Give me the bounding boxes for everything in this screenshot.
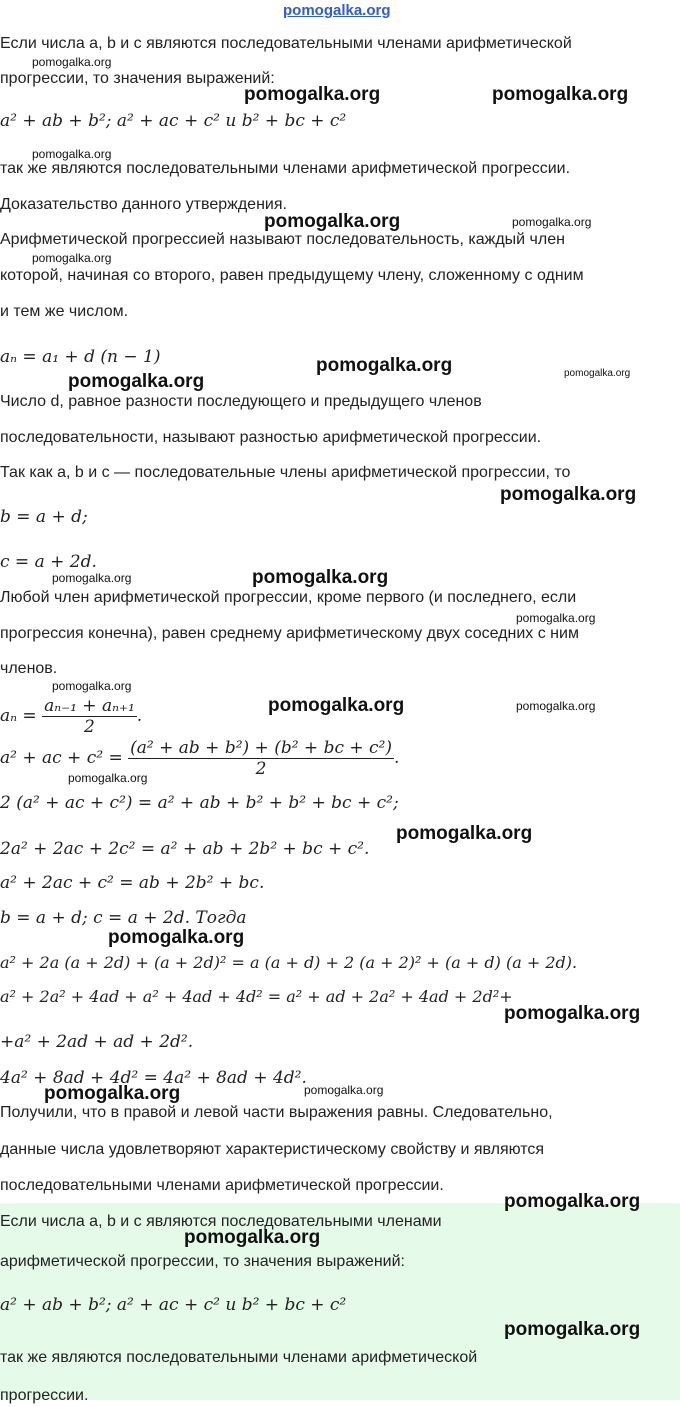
watermark: pomogalka.org [68,371,205,392]
fraction-denominator: 2 [255,759,267,779]
fraction-numerator: (a² + ab + b²) + (b² + bc + c²) [130,738,392,758]
watermark: pomogalka.org [516,699,596,713]
text-line: последовательности, называют разностью арифметической прогрессии. [0,429,542,446]
answer-line: так же являются последовательными членами арифметической [0,1349,478,1366]
fraction [128,738,394,779]
math-line: aₙ = a₁ + d (n − 1) [0,347,161,367]
watermark: pomogalka.org [500,484,637,505]
watermark: pomogalka.org [244,84,381,105]
watermark: pomogalka.org [512,215,592,229]
fraction-denominator: 2 [84,717,95,737]
answer-math-line: a² + ab + b²; a² + ac + c² и b² + bc + c² [0,1295,347,1315]
watermark: pomogalka.org [396,823,533,844]
math-line: b = a + d; c = a + 2d. Тогда [0,908,247,928]
text-line: Число d, равное разности последующего и предыдущего членов [0,393,482,410]
text-line: и тем же числом. [0,303,129,320]
text-line: Любой член арифметической прогрессии, кроме первого (и последнего, если [0,589,577,606]
math-line: a² + 2a² + 4ad + a² + 4ad + 4d² = a² + ad + 2a² + 4ad + 2d²+ [0,987,513,1006]
text-line: Получили, что в правой и левой части выражения равны. Следовательно, [0,1104,553,1121]
text-line: последовательными членами арифметической прогрессии. [0,1177,444,1194]
watermark: pomogalka.org [316,355,453,376]
text-line: прогрессия конечна), равен среднему арифметическому двух соседних с ним [0,625,579,642]
formula-sum: a² + ac + c² = $\frac{\text{(a² + ab + b²) + (b² + bc + c²)}}{2}$ . [0,738,400,779]
watermark: pomogalka.org [108,927,245,948]
watermark: pomogalka.org [504,1191,641,1212]
math-line: b = a + d; [0,507,88,527]
math-line: a² + 2a (a + 2d) + (a + 2d)² = a (a + d) + 2 (a + 2)² + (a + d) (a + 2d). [0,953,578,972]
text-line: членов. [0,660,58,677]
site-link[interactable]: pomogalka.org [283,2,391,19]
text-line: Арифметической прогрессией называют последовательность, каждый член [0,231,565,248]
watermark: pomogalka.org [268,695,405,716]
text-line: которой, начиная со второго, равен предыдущему члену, сложенному с одним [0,267,584,284]
math-line: a² + ab + b²; a² + ac + c² и b² + bc + c² [0,111,347,131]
math-line: c = a + 2d. [0,552,97,572]
watermark: pomogalka.org [516,611,596,625]
text-line: Так как a, b и c — последовательные члены арифметической прогрессии, то [0,464,571,481]
text-line: так же являются последовательными членами арифметической прогрессии. [0,160,571,177]
watermark: pomogalka.org [252,567,389,588]
math-line: +a² + 2ad + ad + 2d². [0,1032,194,1052]
watermark: pomogalka.org [492,84,629,105]
watermark: pomogalka.org [44,1083,181,1104]
watermark: pomogalka.org [32,55,112,69]
text-line: прогрессии, то значения выражений: [0,70,275,87]
watermark: pomogalka.org [264,211,401,232]
formula-left: aₙ = [0,706,37,726]
watermark: pomogalka.org [504,1319,641,1340]
watermark: pomogalka.org [52,679,132,693]
answer-line: прогрессии. [0,1387,89,1404]
fraction [42,696,137,737]
watermark: pomogalka.org [504,1003,641,1024]
math-line: 4a² + 8ad + 4d² = 4a² + 8ad + 4d². [0,1068,307,1088]
math-line: 2 (a² + ac + c²) = a² + ab + b² + b² + bc + c²; [0,793,399,813]
formula-left: a² + ac + c² = [0,748,123,768]
fraction-numerator: aₙ₋₁ + aₙ₊₁ [44,696,135,716]
text-line: Если числа a, b и c являются последовательными членами арифметической [0,35,572,52]
watermark: pomogalka.org [304,1083,384,1097]
watermark: pomogalka.org [564,368,631,379]
formula-average: aₙ = $\frac{\text{aₙ₋₁ + aₙ₊₁}}{2}$ . [0,696,143,737]
watermark: pomogalka.org [32,251,112,265]
answer-line: арифметической прогрессии, то значения выражений: [0,1253,405,1270]
watermark: pomogalka.org [184,1227,321,1248]
text-line: данные числа удовлетворяют характеристическому свойству и являются [0,1141,545,1158]
answer-line: Если числа a, b и c являются последовательными членами [0,1213,442,1230]
watermark: pomogalka.org [68,771,148,785]
math-line: 2a² + 2ac + 2c² = a² + ab + 2b² + bc + c². [0,839,370,859]
math-line: a² + 2ac + c² = ab + 2b² + bc. [0,873,265,893]
watermark: pomogalka.org [32,147,112,161]
watermark: pomogalka.org [52,571,132,585]
text-line: Доказательство данного утверждения. [0,196,287,213]
